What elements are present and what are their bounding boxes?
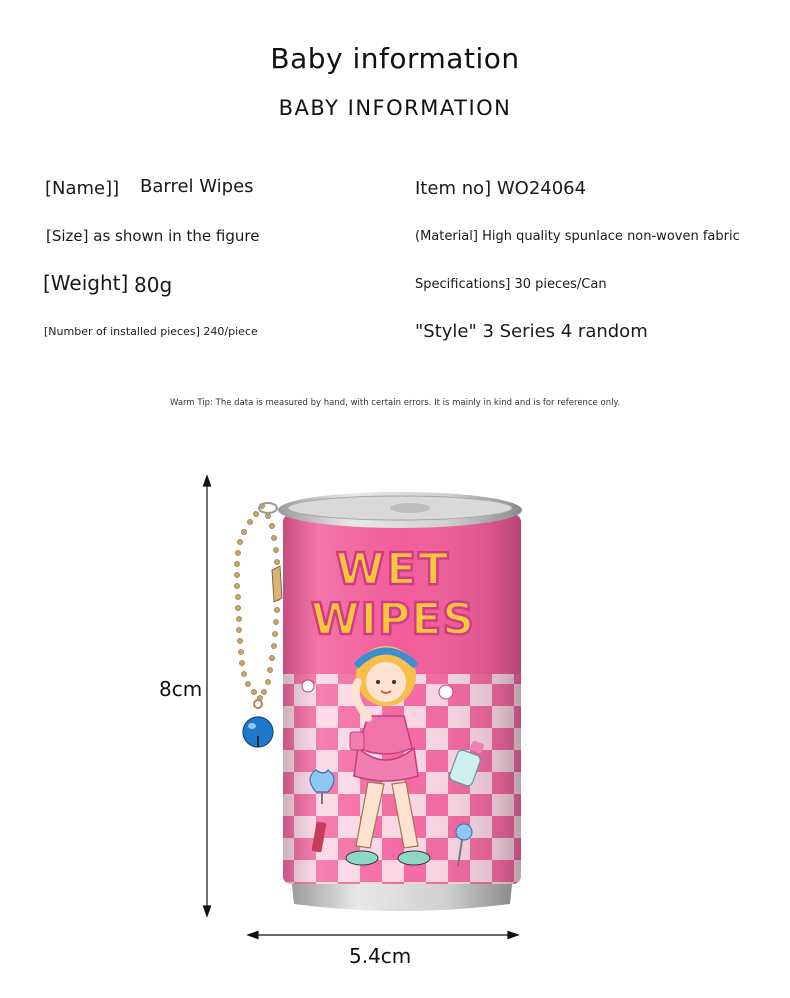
specifications-spec: Specifications] 30 pieces/Can: [415, 277, 607, 292]
warm-tip: Warm Tip: The data is measured by hand, with certain errors. It is mainly in kind and is for reference only.: [169, 398, 621, 408]
brand-line-1: WET: [335, 544, 451, 595]
page-subtitle: BABY INFORMATION: [278, 96, 512, 120]
item-number: Item no] WO24064: [415, 178, 587, 199]
chain-clasp: [272, 566, 282, 602]
height-dimension: 8cm: [159, 677, 203, 701]
weight-label: [Weight]: [43, 271, 129, 295]
installed-pieces-spec: [Number of installed pieces] 240/piece: [44, 325, 258, 338]
bell-icon: [243, 700, 273, 747]
material-spec: (Material] High quality spunlace non-woven fabric: [415, 229, 740, 244]
weight-value: 80g: [134, 273, 173, 297]
width-dimension: 5.4cm: [349, 944, 412, 968]
name-label: [Name]]: [45, 178, 120, 199]
style-spec: "Style" 3 Series 4 random: [415, 321, 648, 342]
brand-line-2: WIPES: [311, 594, 475, 645]
name-value: Barrel Wipes: [140, 176, 254, 197]
size-spec: [Size] as shown in the figure: [46, 227, 260, 245]
page-title: Baby information: [270, 42, 520, 75]
product-image: [228, 486, 528, 922]
